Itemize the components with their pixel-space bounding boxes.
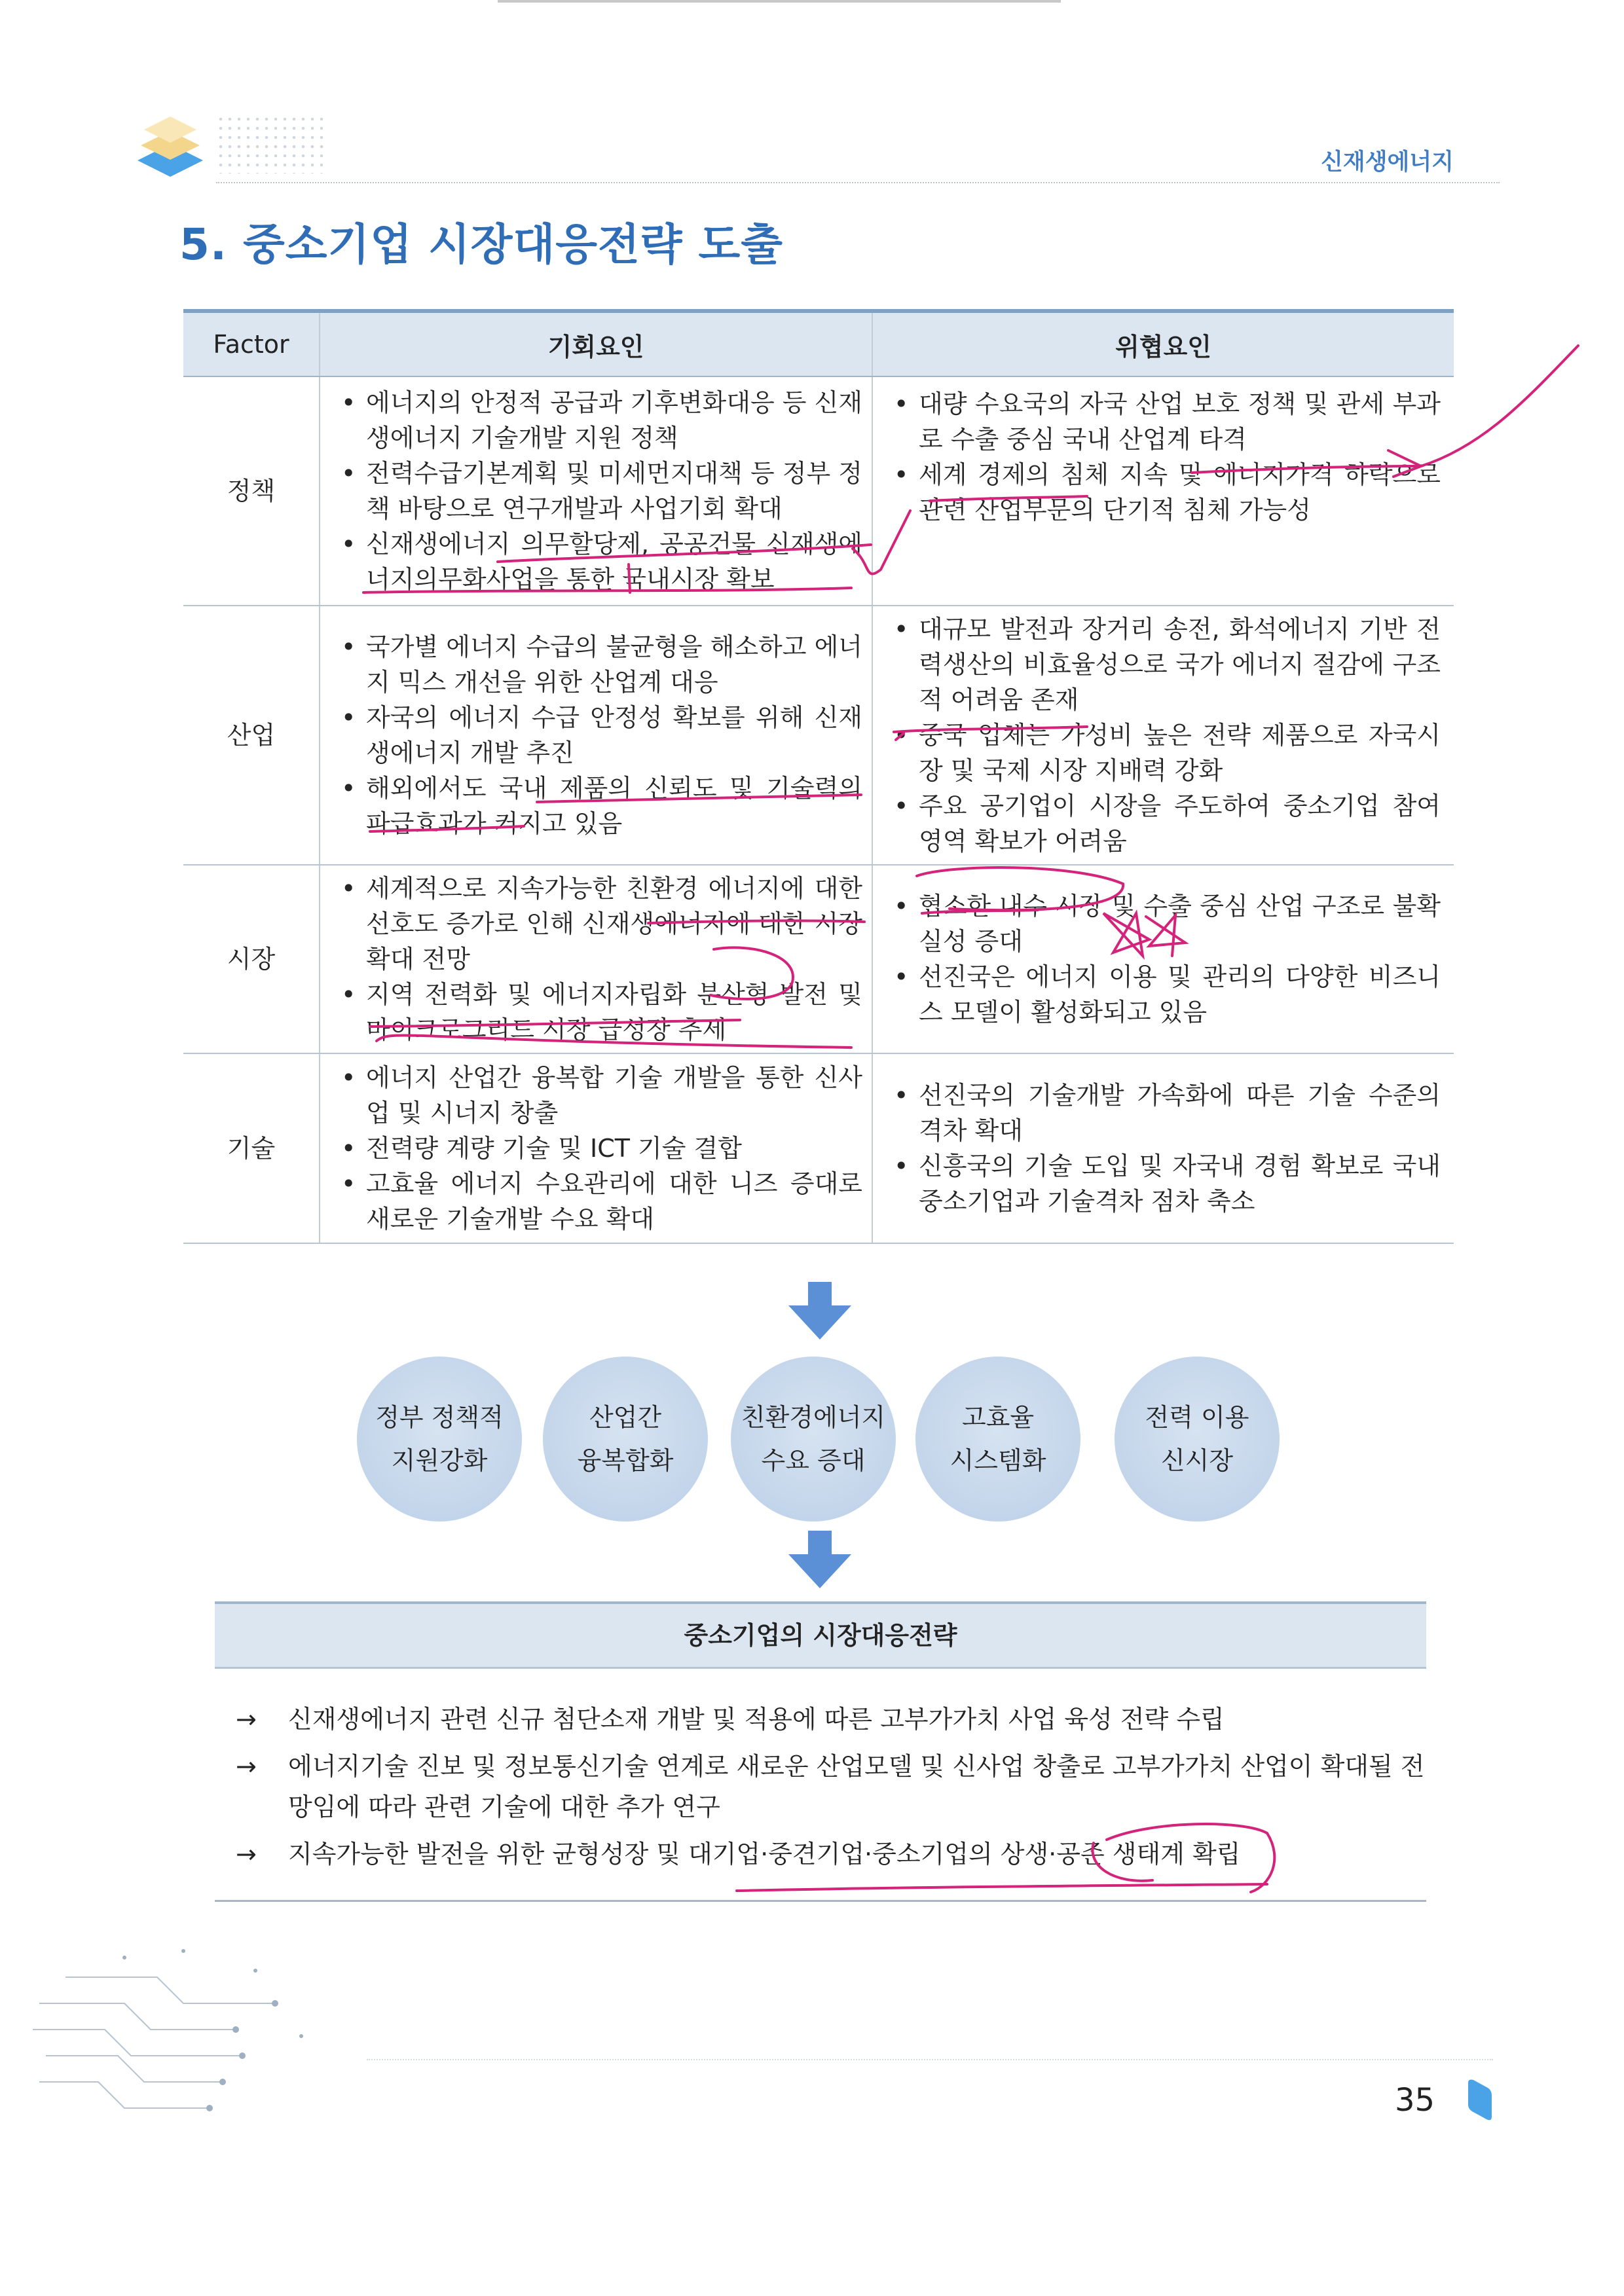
circle-line-2: 융복합화	[577, 1446, 674, 1475]
header-divider	[216, 182, 1500, 183]
table-header-row	[183, 311, 1454, 376]
opportunity-cell	[320, 1053, 872, 1243]
strategy-text: 에너지기술 진보 및 정보통신기술 연계로 새로운 산업모델 및 신사업 창출로 고부가가치 산업이 확대될 전망임에 따라 관련 기술에 대한 추가 연구	[288, 1752, 1425, 1821]
table-row-market	[183, 865, 1454, 1053]
bullet-item: • 국가별 에너지 수급의 불균형을 해소하고 에너지 믹스 개선을 위한 산업계 대응	[332, 629, 862, 700]
bullet-item: • 신재생에너지 의무할당제, 공공건물 신재생에너지의무화사업을 통한 국내시장 확보	[332, 526, 862, 597]
header-threat: 위협요인	[872, 311, 1454, 376]
factor-cell: 시장	[183, 865, 320, 1053]
circle-line-1: 산업간	[589, 1403, 662, 1432]
circle-line-2: 수요 증대	[761, 1446, 866, 1475]
table-row-policy	[183, 376, 1454, 606]
strategy-item	[236, 1699, 1428, 1740]
strategy-title-box: 중소기업의 시장대응전략	[215, 1601, 1426, 1669]
page-tab-icon	[1467, 2079, 1493, 2122]
bullet-item: • 에너지의 안정적 공급과 기후변화대응 등 신재생에너지 기술개발 지원 정책	[332, 385, 862, 456]
circuit-decoration-icon	[26, 1938, 393, 2134]
bullet-item: • 중국 업체는 가성비 높은 전략 제품으로 자국시장 및 국제 시장 지배력 강화	[885, 718, 1441, 788]
factor-table	[183, 309, 1454, 1244]
threat-cell	[872, 376, 1454, 606]
scan-edge-line	[498, 0, 1061, 3]
bullet-item: • 세계 경제의 침체 지속 및 에너지가격 하락으로 관련 산업부문의 단기적 침체 가능성	[885, 457, 1441, 528]
bullet-item: • 선진국의 기술개발 가속화에 따른 기술 수준의 격차 확대	[885, 1078, 1441, 1148]
threat-cell	[872, 865, 1454, 1053]
down-arrow-icon	[800, 1531, 840, 1590]
bullet-item: • 선진국은 에너지 이용 및 관리의 다양한 비즈니스 모델이 활성화되고 있음	[885, 959, 1441, 1030]
arrow-right-icon: →	[236, 1840, 257, 1868]
opportunity-cell	[320, 865, 872, 1053]
bullet-item: • 협소한 내수 시장 및 수출 중심 산업 구조로 불확실성 증대	[885, 888, 1441, 959]
circle-new-power-market	[1115, 1357, 1280, 1522]
page-title: 5. 중소기업 시장대응전략 도출	[179, 219, 783, 270]
threat-cell	[872, 606, 1454, 865]
circle-line-1: 친환경에너지	[741, 1403, 886, 1432]
page-number: 35	[1395, 2082, 1435, 2119]
dot-grid-decoration	[216, 115, 327, 173]
circle-line-2: 시스템화	[950, 1446, 1046, 1475]
strategy-text: 신재생에너지 관련 신규 첨단소재 개발 및 적용에 따른 고부가가치 사업 육성 전략 수립	[288, 1705, 1225, 1734]
bullet-item: • 세계적으로 지속가능한 친환경 에너지에 대한 선호도 증가로 인해 신재생에너지에 대한 시장 확대 전망	[332, 871, 862, 977]
strategy-text: 지속가능한 발전을 위한 균형성장 및 대기업·중견기업·중소기업의 상생·공존 생태계 확립	[288, 1840, 1241, 1868]
circle-line-1: 고효율	[961, 1403, 1035, 1432]
factor-cell: 정책	[183, 376, 320, 606]
strategy-list	[236, 1699, 1428, 1881]
bullet-item: • 해외에서도 국내 제품의 신뢰도 및 기술력의 파급효과가 커지고 있음	[332, 771, 862, 841]
strategy-item	[236, 1834, 1428, 1874]
layered-diamond-logo-icon	[134, 105, 206, 183]
factor-cell: 기술	[183, 1053, 320, 1243]
down-arrow-icon	[800, 1282, 840, 1341]
table-row-technology	[183, 1053, 1454, 1243]
bullet-item: • 지역 전력화 및 에너지자립화 분산형 발전 및 마이크로그리드 시장 급성장 추세	[332, 977, 862, 1048]
strategy-divider	[215, 1900, 1426, 1902]
opportunity-cell	[320, 376, 872, 606]
bullet-item: • 전력수급기본계획 및 미세먼지대책 등 정부 정책 바탕으로 연구개발과 사업기회 확대	[332, 456, 862, 526]
bullet-item: • 에너지 산업간 융복합 기술 개발을 통한 신사업 및 시너지 창출	[332, 1060, 862, 1131]
arrow-right-icon: →	[236, 1705, 257, 1734]
factor-cell: 산업	[183, 606, 320, 865]
circle-line-1: 전력 이용	[1145, 1403, 1249, 1432]
opportunity-cell	[320, 606, 872, 865]
bullet-item: • 신흥국의 기술 도입 및 자국내 경험 확보로 국내 중소기업과 기술격차 점차 축소	[885, 1148, 1441, 1219]
bullet-item: • 주요 공기업이 시장을 주도하여 중소기업 참여 영역 확보가 어려움	[885, 788, 1441, 859]
table-row-industry	[183, 606, 1454, 865]
header-opportunity: 기회요인	[320, 311, 872, 376]
bullet-item: • 자국의 에너지 수급 안정성 확보를 위해 신재생에너지 개발 추진	[332, 700, 862, 771]
bullet-item: • 고효율 에너지 수요관리에 대한 니즈 증대로 새로운 기술개발 수요 확대	[332, 1166, 862, 1237]
bullet-item: • 대량 수요국의 자국 산업 보호 정책 및 관세 부과로 수출 중심 국내 산업계 타격	[885, 386, 1441, 457]
circle-industry-convergence	[543, 1357, 708, 1522]
bullet-item: • 전력량 계량 기술 및 ICT 기술 결합	[332, 1131, 862, 1166]
section-label: 신재생에너지	[1321, 149, 1454, 175]
circle-government-support	[357, 1357, 522, 1522]
circle-high-efficiency	[915, 1357, 1080, 1522]
threat-cell	[872, 1053, 1454, 1243]
circle-line-2: 신시장	[1160, 1446, 1234, 1475]
header-factor: Factor	[183, 311, 320, 376]
bullet-item: • 대규모 발전과 장거리 송전, 화석에너지 기반 전력생산의 비효율성으로 국가 에너지 절감에 구조적 어려움 존재	[885, 611, 1441, 718]
arrow-right-icon: →	[236, 1752, 257, 1781]
strategy-item	[236, 1746, 1428, 1827]
footer-divider	[367, 2059, 1493, 2060]
circle-eco-energy-demand	[731, 1357, 896, 1522]
circle-line-1: 정부 정책적	[375, 1403, 504, 1432]
circle-line-2: 지원강화	[391, 1446, 488, 1475]
